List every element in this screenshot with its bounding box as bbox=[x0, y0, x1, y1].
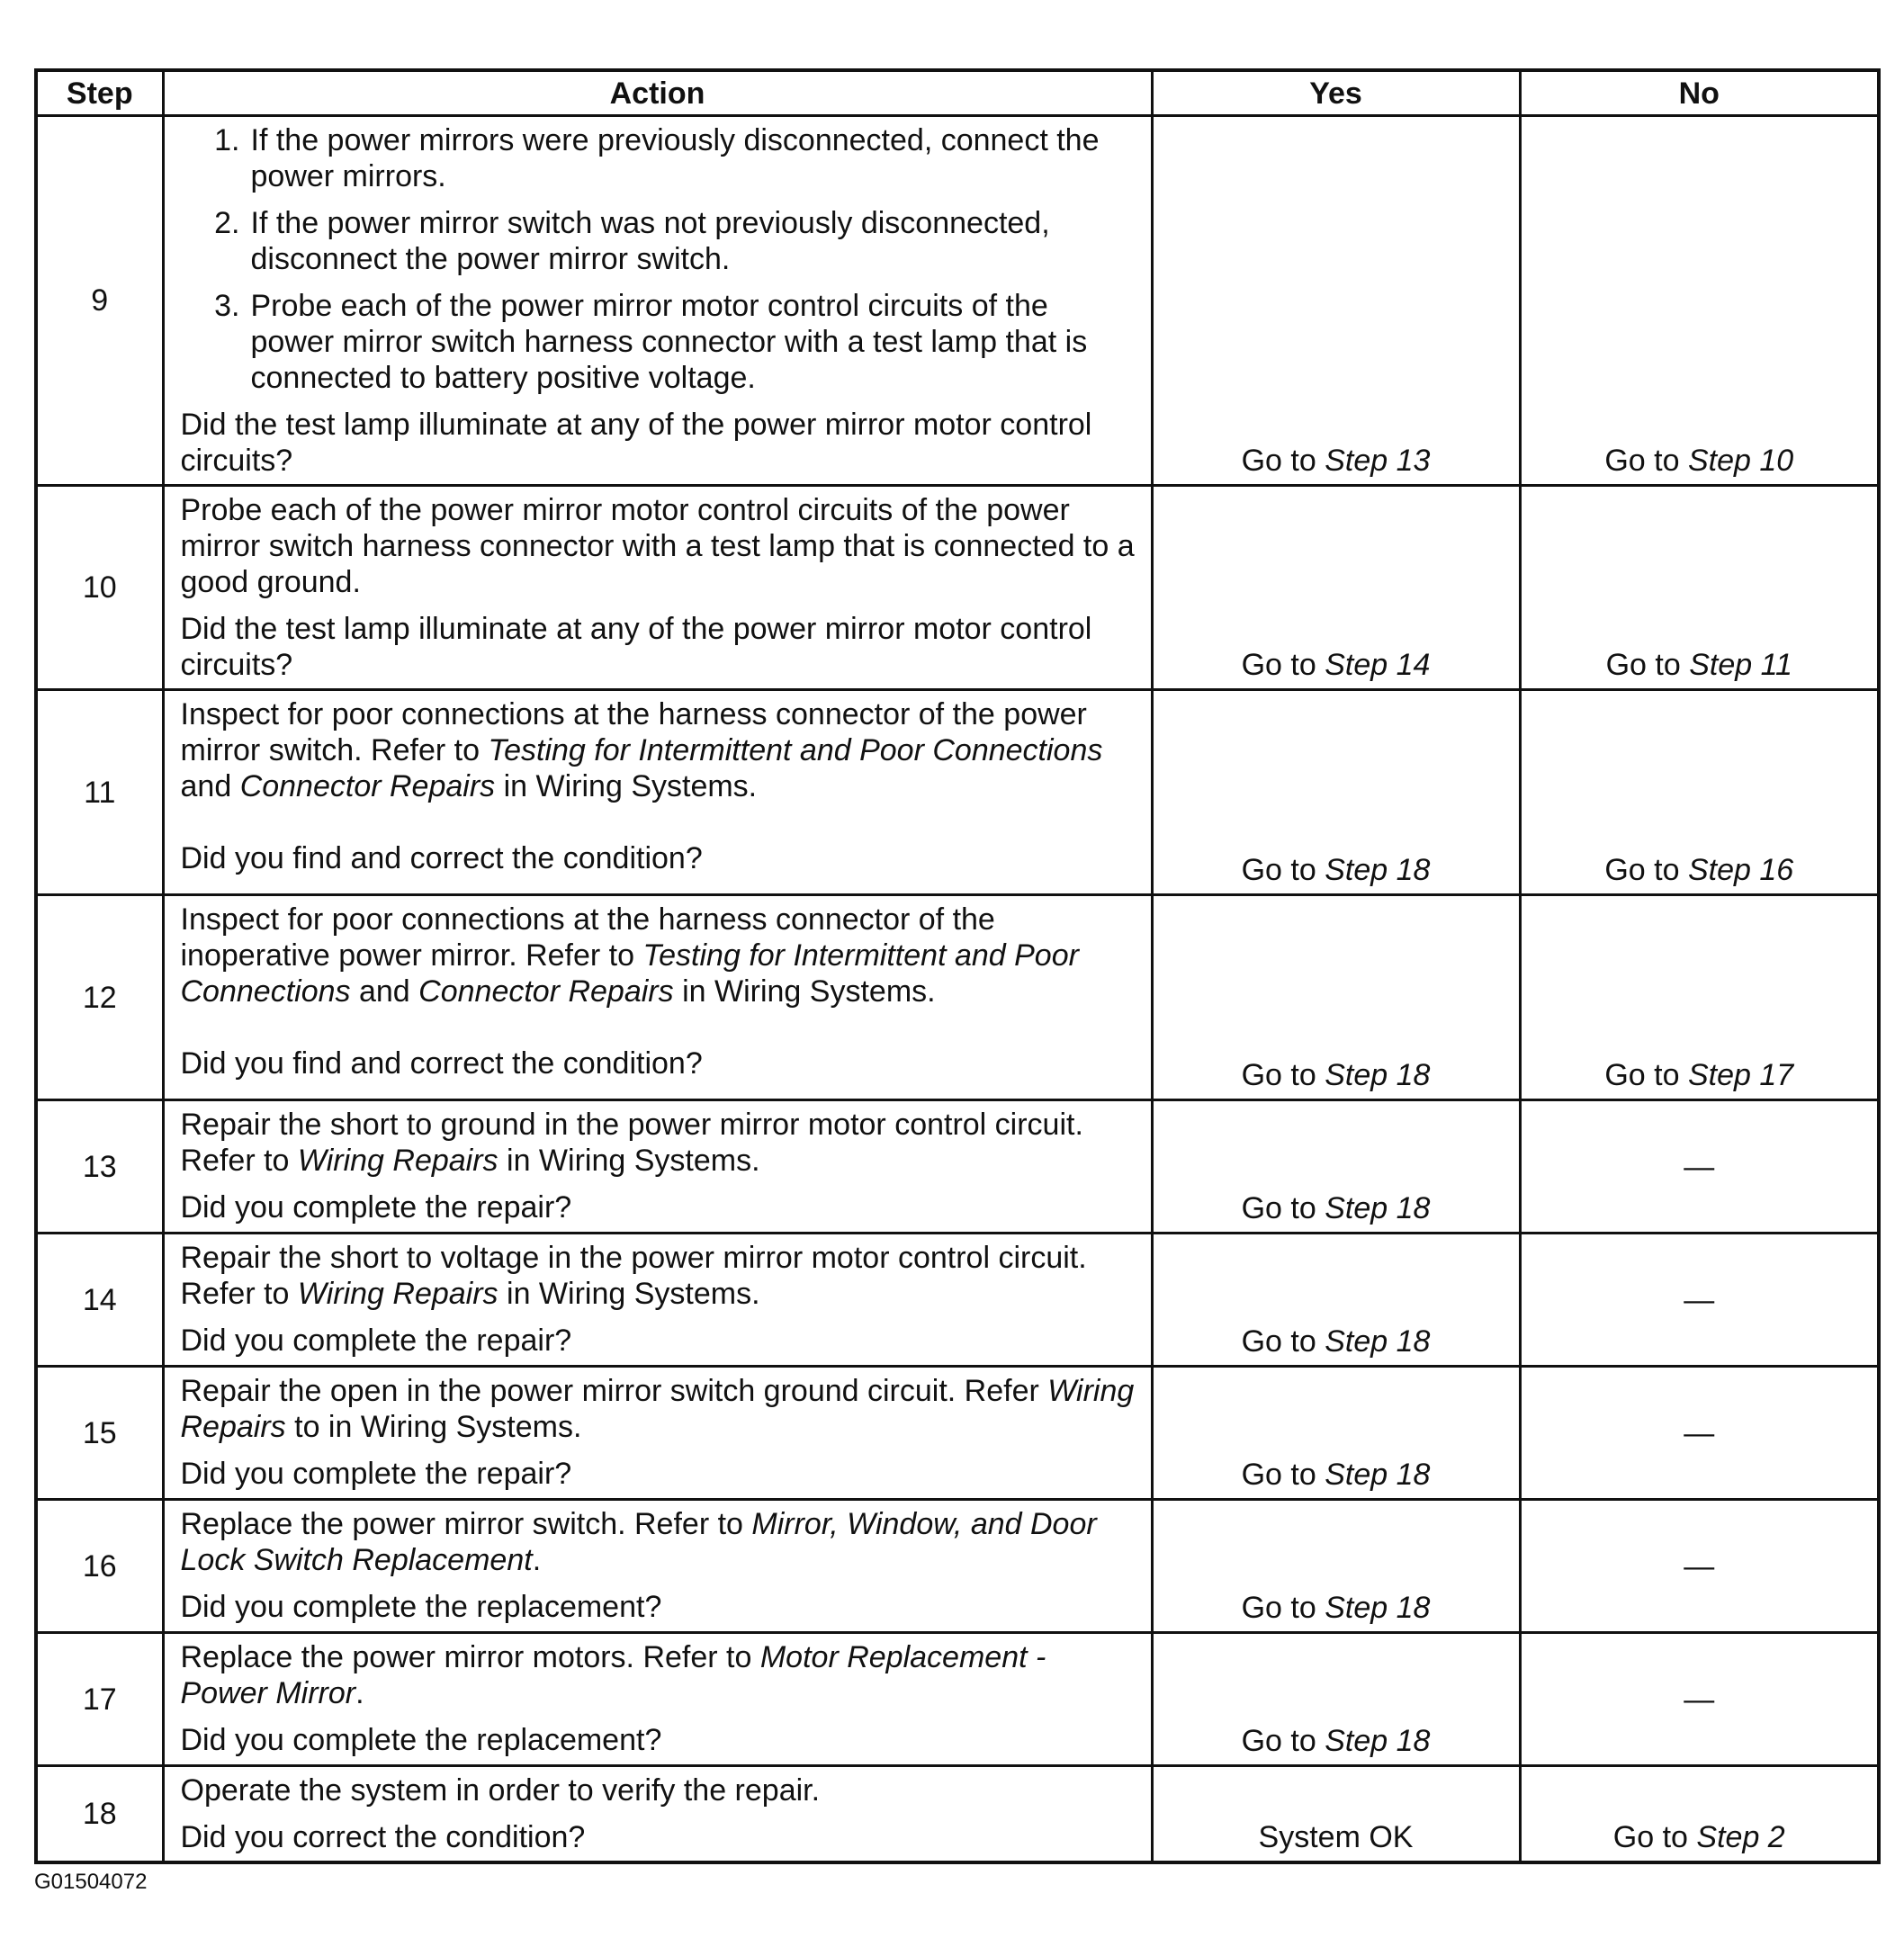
step-number: 16 bbox=[36, 1500, 163, 1633]
table-row bbox=[36, 1234, 1879, 1367]
header-step: Step bbox=[36, 70, 163, 116]
table-row bbox=[36, 1100, 1879, 1234]
yes-step-link[interactable]: Step 18 bbox=[1325, 853, 1431, 887]
table-row bbox=[36, 116, 1879, 486]
action-text-part: Replace the power mirror motors. Refer to bbox=[180, 1640, 752, 1674]
figure-code: G01504072 bbox=[34, 1870, 148, 1894]
table-row bbox=[36, 690, 1879, 895]
yes-cell bbox=[1152, 116, 1520, 486]
yes-result: System OK bbox=[1258, 1820, 1414, 1854]
item-number: 2. bbox=[214, 206, 240, 240]
action-text-part: Repair the short to ground in the power mirror motor control circuit. Refer to bbox=[180, 1108, 1083, 1178]
list-item bbox=[181, 288, 1140, 396]
yes-cell bbox=[1152, 1633, 1520, 1766]
header-row bbox=[36, 70, 1879, 116]
step-number: 17 bbox=[36, 1633, 163, 1766]
action-text: Operate the system in order to verify the repair. bbox=[180, 1773, 821, 1808]
yes-cell bbox=[1152, 1766, 1520, 1863]
yes-prefix: Go to bbox=[1241, 1458, 1316, 1492]
action-cell bbox=[163, 1234, 1152, 1367]
reference-link[interactable]: Wiring Repairs bbox=[180, 1374, 1135, 1444]
table-row bbox=[36, 1367, 1879, 1500]
table-row bbox=[36, 486, 1879, 690]
reference-link[interactable]: Wiring Repairs bbox=[297, 1277, 498, 1311]
action-cell bbox=[163, 895, 1152, 1100]
step-number: 15 bbox=[36, 1367, 163, 1500]
no-prefix: Go to bbox=[1604, 444, 1680, 478]
step-number: 12 bbox=[36, 895, 163, 1100]
action-cell bbox=[163, 1766, 1152, 1863]
no-step-link[interactable]: Step 17 bbox=[1687, 1058, 1794, 1092]
action-cell bbox=[163, 690, 1152, 895]
action-text bbox=[181, 1373, 1140, 1445]
no-cell: — bbox=[1520, 1100, 1879, 1234]
action-text-part: Replace the power mirror switch. Refer to bbox=[180, 1507, 743, 1541]
action-text-part: Repair the open in the power mirror switch ground circuit. Refer bbox=[180, 1374, 1039, 1408]
yes-prefix: Go to bbox=[1241, 1058, 1316, 1092]
no-cell bbox=[1520, 1766, 1879, 1863]
yes-prefix: Go to bbox=[1241, 853, 1316, 887]
table-row bbox=[36, 1633, 1879, 1766]
item-text: If the power mirrors were previously disconnected, connect the power mirrors. bbox=[250, 123, 1100, 193]
table-row bbox=[36, 1766, 1879, 1863]
reference-link[interactable]: Motor Replacement - Power Mirror bbox=[180, 1640, 1046, 1710]
yes-step-link[interactable]: Step 18 bbox=[1325, 1191, 1431, 1225]
item-number: 1. bbox=[214, 123, 240, 157]
yes-step-link[interactable]: Step 14 bbox=[1325, 648, 1431, 682]
action-text bbox=[181, 1240, 1140, 1312]
action-cell bbox=[163, 486, 1152, 690]
question-text: Did you complete the replacement? bbox=[180, 1723, 662, 1757]
action-text-part: and bbox=[180, 769, 232, 803]
yes-step-link[interactable]: Step 18 bbox=[1325, 1724, 1431, 1758]
yes-step-link[interactable]: Step 18 bbox=[1325, 1591, 1431, 1625]
action-text bbox=[181, 1107, 1140, 1179]
action-text-part: in Wiring Systems. bbox=[507, 1277, 760, 1311]
no-cell: — bbox=[1520, 1234, 1879, 1367]
reference-link[interactable]: Connector Repairs bbox=[418, 974, 674, 1009]
yes-prefix: Go to bbox=[1241, 1591, 1316, 1625]
step-number: 14 bbox=[36, 1234, 163, 1367]
yes-cell bbox=[1152, 1100, 1520, 1234]
action-text-part: and bbox=[358, 974, 410, 1009]
action-text-part: Inspect for poor connections at the harness connector of the power mirror switch. Refer to bbox=[180, 697, 1087, 767]
yes-cell bbox=[1152, 895, 1520, 1100]
action-text bbox=[181, 1639, 1140, 1711]
action-text-part: . bbox=[532, 1543, 542, 1577]
action-text-part: Inspect for poor connections at the harness connector of the inoperative power mirror. Refer to bbox=[180, 902, 995, 973]
yes-step-link[interactable]: Step 18 bbox=[1325, 1058, 1431, 1092]
no-cell: — bbox=[1520, 1633, 1879, 1766]
action-text-part: in Wiring Systems. bbox=[503, 769, 758, 803]
action-text-part: in Wiring Systems. bbox=[682, 974, 936, 1009]
no-cell bbox=[1520, 486, 1879, 690]
no-cell: — bbox=[1520, 1500, 1879, 1633]
action-text-part: in Wiring Systems. bbox=[507, 1144, 760, 1178]
action-cell bbox=[163, 1633, 1152, 1766]
step-number: 18 bbox=[36, 1766, 163, 1863]
yes-prefix: Go to bbox=[1241, 1724, 1316, 1758]
list-item bbox=[181, 122, 1140, 194]
question-text: Did you find and correct the condition? bbox=[180, 841, 703, 875]
reference-link[interactable]: Mirror, Window, and Door Lock Switch Replacement bbox=[180, 1507, 1097, 1577]
no-cell: — bbox=[1520, 1367, 1879, 1500]
header-no: No bbox=[1520, 70, 1879, 116]
table-row bbox=[36, 1500, 1879, 1633]
step-number: 9 bbox=[36, 116, 163, 486]
list-item bbox=[181, 205, 1140, 277]
question-text: Did the test lamp illuminate at any of the power mirror motor control circuits? bbox=[180, 408, 1092, 478]
action-text: Probe each of the power mirror motor control circuits of the power mirror switch harness connector with a test lamp that is connected to a good ground. bbox=[180, 493, 1135, 599]
action-text bbox=[181, 1506, 1140, 1578]
yes-prefix: Go to bbox=[1241, 1324, 1316, 1359]
yes-step-link[interactable]: Step 18 bbox=[1325, 1324, 1431, 1359]
action-cell bbox=[163, 1100, 1152, 1234]
action-text-part: to in Wiring Systems. bbox=[294, 1410, 582, 1444]
yes-prefix: Go to bbox=[1241, 444, 1316, 478]
action-text-part: Repair the short to voltage in the power mirror motor control circuit. Refer to bbox=[180, 1241, 1087, 1311]
action-text bbox=[181, 902, 1140, 1009]
question-text: Did you complete the repair? bbox=[180, 1190, 572, 1225]
no-cell bbox=[1520, 690, 1879, 895]
no-step-link[interactable]: Step 11 bbox=[1689, 648, 1792, 682]
item-number: 3. bbox=[214, 289, 240, 323]
reference-link[interactable]: Testing for Intermittent and Poor Connections bbox=[488, 733, 1103, 767]
action-list bbox=[181, 122, 1140, 396]
step-number: 13 bbox=[36, 1100, 163, 1234]
yes-cell bbox=[1152, 486, 1520, 690]
question-text: Did the test lamp illuminate at any of the power mirror motor control circuits? bbox=[180, 612, 1092, 682]
item-text: Probe each of the power mirror motor control circuits of the power mirror switch harness connector with a test lamp that is connected to battery positive voltage. bbox=[250, 289, 1088, 395]
action-cell bbox=[163, 1500, 1152, 1633]
yes-prefix: Go to bbox=[1241, 1191, 1316, 1225]
no-step-link[interactable]: Step 10 bbox=[1687, 444, 1794, 478]
yes-cell bbox=[1152, 690, 1520, 895]
yes-cell bbox=[1152, 1234, 1520, 1367]
reference-link[interactable]: Connector Repairs bbox=[239, 769, 496, 803]
question-text: Did you find and correct the condition? bbox=[180, 1046, 703, 1081]
no-prefix: Go to bbox=[1604, 1058, 1680, 1092]
question-text: Did you complete the repair? bbox=[180, 1457, 572, 1491]
action-text-part: . bbox=[355, 1676, 364, 1710]
yes-prefix: Go to bbox=[1241, 648, 1316, 682]
no-cell bbox=[1520, 895, 1879, 1100]
action-cell bbox=[163, 1367, 1152, 1500]
action-cell bbox=[163, 116, 1152, 486]
no-step-link[interactable]: Step 2 bbox=[1696, 1820, 1785, 1854]
step-number: 11 bbox=[36, 690, 163, 895]
action-text bbox=[181, 696, 1140, 804]
no-prefix: Go to bbox=[1605, 648, 1681, 682]
yes-cell bbox=[1152, 1367, 1520, 1500]
no-cell bbox=[1520, 116, 1879, 486]
yes-step-link[interactable]: Step 18 bbox=[1325, 1458, 1431, 1492]
item-text: If the power mirror switch was not previously disconnected, disconnect the power mirror switch. bbox=[250, 206, 1050, 276]
question-text: Did you complete the replacement? bbox=[180, 1590, 662, 1624]
no-prefix: Go to bbox=[1612, 1820, 1688, 1854]
question-text: Did you complete the repair? bbox=[180, 1323, 572, 1358]
no-step-link[interactable]: Step 16 bbox=[1687, 853, 1794, 887]
yes-step-link[interactable]: Step 13 bbox=[1325, 444, 1431, 478]
table-row bbox=[36, 895, 1879, 1100]
question-text: Did you correct the condition? bbox=[180, 1820, 586, 1854]
step-number: 10 bbox=[36, 486, 163, 690]
header-action: Action bbox=[163, 70, 1152, 116]
header-yes: Yes bbox=[1152, 70, 1520, 116]
yes-cell bbox=[1152, 1500, 1520, 1633]
diagnostic-table bbox=[34, 68, 1881, 1864]
no-prefix: Go to bbox=[1604, 853, 1680, 887]
reference-link[interactable]: Testing for Intermittent and Poor Connections bbox=[180, 938, 1079, 1009]
reference-link[interactable]: Wiring Repairs bbox=[297, 1144, 498, 1178]
